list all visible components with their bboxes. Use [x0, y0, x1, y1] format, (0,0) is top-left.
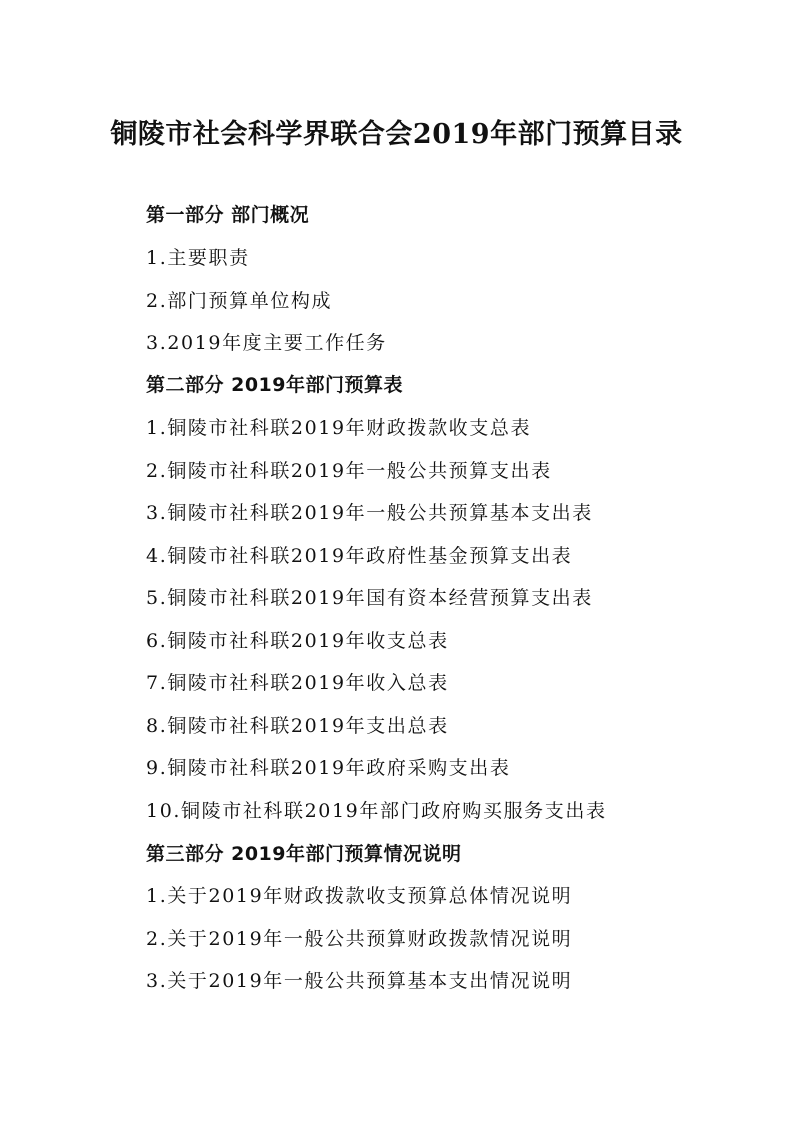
- part1-item-3: 3.2019年度主要工作任务: [146, 332, 387, 354]
- part3-item-1: 1.关于2019年财政拨款收支预算总体情况说明: [146, 885, 573, 907]
- part2-item-1: 1.铜陵市社科联2019年财政拨款收支总表: [146, 417, 532, 439]
- part2-heading: 第二部分 2019年部门预算表: [146, 374, 403, 396]
- part2-item-9: 9.铜陵市社科联2019年政府采购支出表: [146, 757, 511, 779]
- part2-item-4: 4.铜陵市社科联2019年政府性基金预算支出表: [146, 545, 573, 567]
- part3-item-2: 2.关于2019年一般公共预算财政拨款情况说明: [146, 928, 573, 950]
- part3-heading: 第三部分 2019年部门预算情况说明: [146, 843, 462, 865]
- part2-item-7: 7.铜陵市社科联2019年收入总表: [146, 672, 449, 694]
- part2-item-10: 10.铜陵市社科联2019年部门政府购买服务支出表: [146, 800, 607, 822]
- part1-item-2: 2.部门预算单位构成: [146, 290, 333, 312]
- part2-item-8: 8.铜陵市社科联2019年支出总表: [146, 715, 449, 737]
- part2-item-6: 6.铜陵市社科联2019年收支总表: [146, 630, 449, 652]
- part2-item-5: 5.铜陵市社科联2019年国有资本经营预算支出表: [146, 587, 593, 609]
- part2-item-3: 3.铜陵市社科联2019年一般公共预算基本支出表: [146, 502, 593, 524]
- part1-item-1: 1.主要职责: [146, 247, 250, 269]
- part3-item-3: 3.关于2019年一般公共预算基本支出情况说明: [146, 970, 573, 992]
- document-title: 铜陵市社会科学界联合会2019年部门预算目录: [110, 119, 683, 150]
- part1-heading: 第一部分 部门概况: [146, 204, 310, 226]
- part2-item-2: 2.铜陵市社科联2019年一般公共预算支出表: [146, 460, 552, 482]
